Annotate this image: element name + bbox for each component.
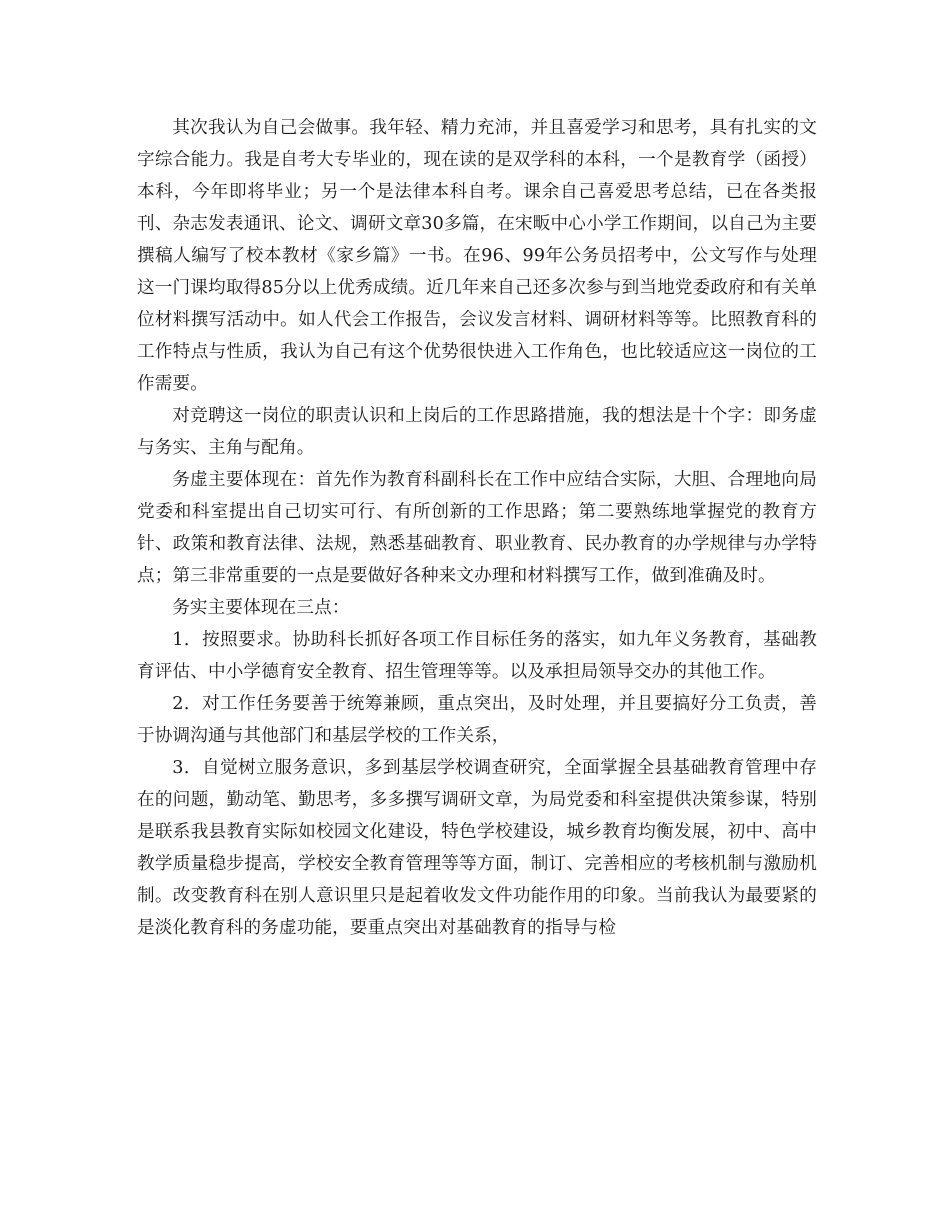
paragraph-theoretical-work: 务虚主要体现在：首先作为教育科副科长在工作中应结合实际，大胆、合理地向局党委和科室提出自己切实可行、有所创新的工作思路；第二要熟练地掌握党的教育方针、政策和教育法律、法规，熟悉基础教育、职业教育、民办教育的办学规律与办学特点；第三非常重要的一点是要做好各种来文办理和材料撰写工作，做到准确及时。 xyxy=(137,470,817,586)
paragraph-self-ability: 其次我认为自己会做事。我年轻、精力充沛，并且喜爱学习和思考，具有扎实的文字综合能力。我是自考大专毕业的，现在读的是双学科的本科，一个是教育学（函授）本科，今年即将毕业；另一个是法律本科自考。课余自己喜爱思考总结，已在各类报刊、杂志发表通讯、论文、调研文章30多篇，在宋畈中心小学工作期间，以自己为主要撰稿人编写了校本教材《家乡篇》一书。在96、99年公务员招考中，公文写作与处理这一门课均取得85分以上优秀成绩。近几年来自己还多次参与到当地党委政府和有关单位材料撰写活动中。如人代会工作报告，会议发言材料、调研材料等等。比照教育科的工作特点与性质，我认为自己有这个优势很快进入工作角色，也比较适应这一岗位的工作需要。 xyxy=(137,118,817,394)
paragraph-position-understanding: 对竞聘这一岗位的职责认识和上岗后的工作思路措施，我的想法是十个字：即务虚与务实、主角与配角。 xyxy=(137,406,817,458)
paragraph-point-1: 1．按照要求。协助科长抓好各项工作目标任务的落实，如九年义务教育，基础教育评估、中小学德育安全教育、招生管理等等。以及承担局领导交办的其他工作。 xyxy=(137,630,817,682)
document-body xyxy=(137,112,817,944)
paragraph-practical-work-intro: 务实主要体现在三点： xyxy=(172,598,350,618)
paragraph-point-3: 3．自觉树立服务意识，多到基层学校调查研究，全面掌握全县基础教育管理中存在的问题，勤动笔、勤思考，多多撰写调研文章，为局党委和科室提供决策参谋，特别是联系我县教育实际如校园文化建设，特色学校建设，城乡教育均衡发展，初中、高中教学质量稳步提高，学校安全教育管理等等方面，制订、完善相应的考核机制与激励机制。改变教育科在别人意识里只是起着收发文件功能作用的印象。当前我认为最要紧的是淡化教育科的务虚功能，要重点突出对基础教育的指导与检 xyxy=(137,758,817,938)
paragraph-point-2: 2．对工作任务要善于统筹兼顾，重点突出，及时处理，并且要搞好分工负责，善于协调沟通与其他部门和基层学校的工作关系， xyxy=(137,694,817,746)
